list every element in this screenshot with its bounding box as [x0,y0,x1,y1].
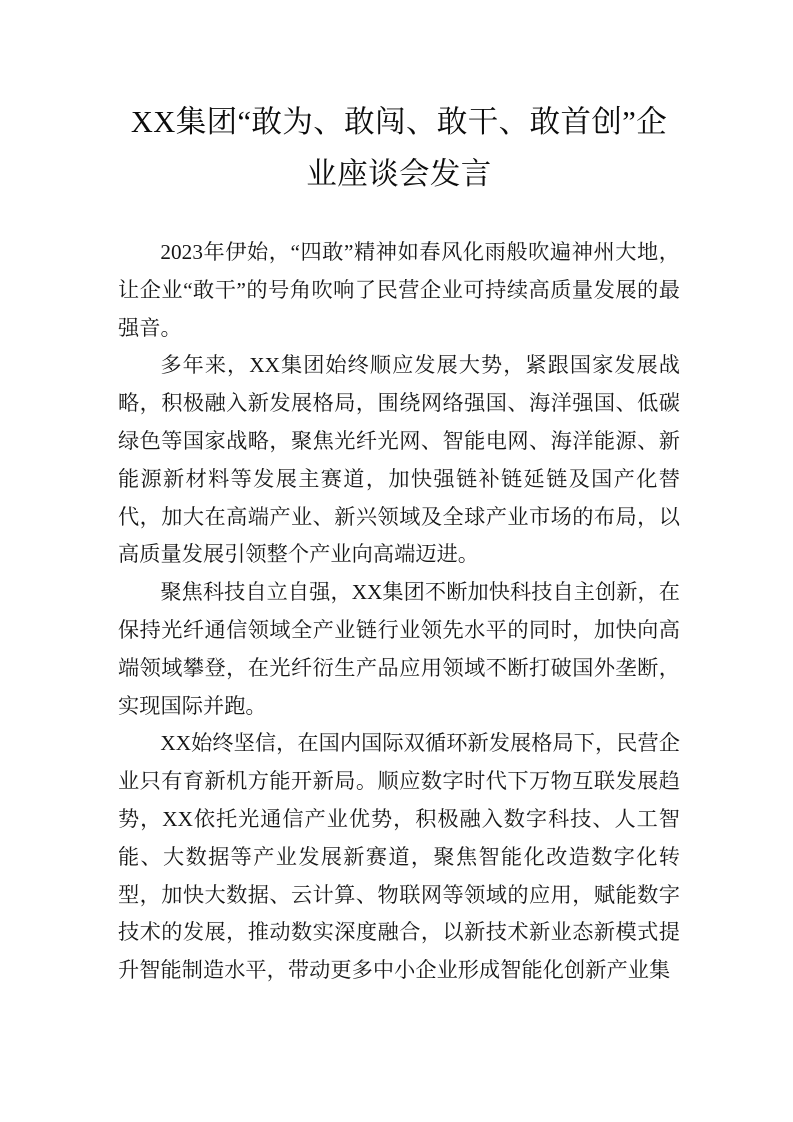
document-body [118,96,680,990]
paragraph-3: 聚焦科技自立自强，XX集团不断加快科技自主创新，在保持光纤通信领域全产业链行业领先水平的同时，加快向高端领域攀登，在光纤衍生产品应用领域不断打破国外垄断，实现国际并跑。 [118,580,680,718]
paragraph-1: 2023年伊始，“四敢”精神如春风化雨般吹遍神州大地，让企业“敢干”的号角吹响了民营企业可持续高质量发展的最强音。 [118,240,680,340]
paragraph-4: XX始终坚信，在国内国际双循环新发展格局下，民营企业只有育新机方能开新局。顺应数字时代下万物互联发展趋势，XX依托光通信产业优势，积极融入数字科技、人工智能、大数据等产业发展新赛道，聚焦智能化改造数字化转型，加快大数据、云计算、物联网等领域的应用，赋能数字技术的发展，推动数实深度融合，以新技术新业态新模式提升智能制造水平，带动更多中小企业形成智能化创新产业集 [118,731,680,983]
document-title: XX集团“敢为、敢闯、敢干、敢首创”企业座谈会发言 [130,105,668,191]
paragraph-2: 多年来，XX集团始终顺应发展大势，紧跟国家发展战略，积极融入新发展格局，围绕网络强国、海洋强国、低碳绿色等国家战略，聚焦光纤光网、智能电网、海洋能源、新能源新材料等发展主赛道，加快强链补链延链及国产化替代，加大在高端产业、新兴领域及全球产业市场的布局，以高质量发展引领整个产业向高端迈进。 [118,353,680,567]
